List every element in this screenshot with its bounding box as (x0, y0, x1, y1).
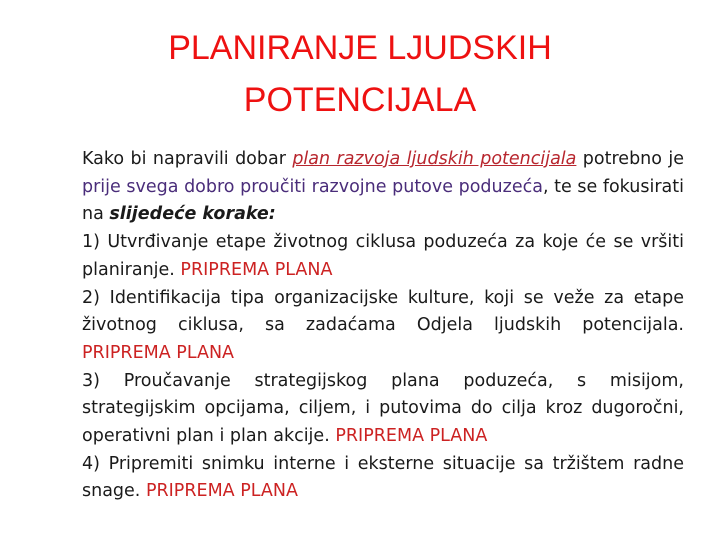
step-text: 1) Utvrđivanje etape životnog ciklusa poduzeća za koje će se vršiti planiranje. (82, 232, 684, 280)
plan-link[interactable]: plan razvoja ljudskih potencijala (292, 149, 577, 169)
intro-text-1: Kako bi napravili dobar (82, 149, 293, 169)
step-tag: PRIPREMA PLANA (82, 342, 235, 363)
title-line-1: PLANIRANJE LJUDSKIH (168, 29, 552, 67)
step-1 (82, 229, 684, 284)
intro-text-2: potrebno je (576, 149, 685, 169)
step-text: 4) Pripremiti snimku interne i eksterne situacije sa tržištem radne snage. (82, 453, 684, 502)
step-tag: PRIPREMA PLANA (180, 259, 333, 280)
step-4 (82, 451, 684, 506)
slide-body (82, 146, 684, 506)
step-3 (82, 368, 684, 451)
intro-text-3: , te se fokusirati na (82, 176, 684, 225)
step-text: 3) Proučavanje strategijskog plana poduzeća, s misijom, strategijskim opcijama, ciljem, i putovima do cilja kroz dugoročni, operativni plan i plan akcije. (82, 370, 684, 447)
intro-highlight: prije svega dobro proučiti razvojne putove poduzeća (82, 176, 543, 197)
step-tag: PRIPREMA PLANA (335, 426, 488, 447)
step-text: 2) Identifikacija tipa organizacijske kulture, koji se veže za etape životnog ciklusa, sa zadaćama Odjela ljudskih potencijala. (82, 287, 684, 336)
intro-emphasis: slijedeće korake: (109, 204, 276, 225)
title-line-2: POTENCIJALA (243, 81, 477, 119)
step-tag: PRIPREMA PLANA (145, 481, 298, 502)
slide-title (60, 22, 660, 126)
intro-paragraph (82, 146, 684, 229)
step-2 (82, 285, 684, 368)
